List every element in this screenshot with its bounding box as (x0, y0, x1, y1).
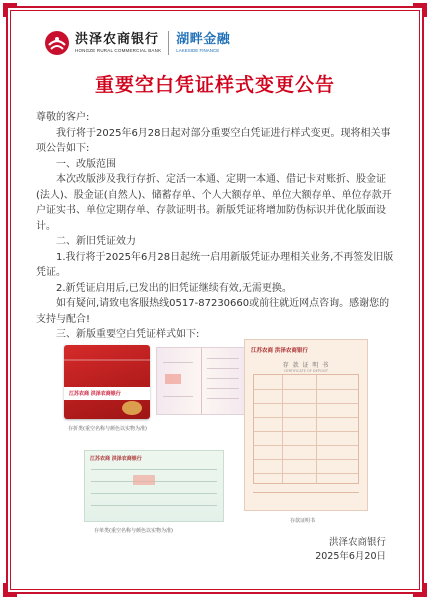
booklet-line (163, 362, 193, 363)
frame-corner (413, 3, 427, 17)
signature-org: 洪泽农商银行 (328, 537, 386, 548)
table-line (254, 473, 358, 474)
card-seal-icon (122, 401, 142, 415)
slip-line (91, 505, 217, 506)
table-line (316, 375, 317, 483)
card-band (64, 387, 150, 400)
certificate-footer (253, 492, 359, 500)
brand-block (176, 32, 230, 54)
frame-corner (3, 583, 17, 597)
section-heading: 一、改版范围 (56, 158, 116, 170)
certificate-subtitle: CERTIFICATE OF DEPOSIT (283, 369, 329, 373)
table-line (254, 445, 358, 446)
bank-name: 洪泽农商银行 (75, 32, 160, 47)
certificate-table (253, 374, 359, 484)
booklet-sample-image (156, 347, 246, 415)
intro-paragraph: 我行将于2025年6月28日起对部分重要空白凭证进行样式变更。现将相关事项公告如下: (36, 127, 391, 154)
contact-paragraph: 如有疑问,请致电客服热线0517-87230660或前往就近网点咨询。感谢您的支持与配合! (36, 298, 390, 325)
table-line (254, 417, 358, 418)
certificate-sample-image (244, 339, 368, 511)
booklet-line (207, 378, 239, 379)
notice-body (36, 110, 394, 343)
section-paragraph: 2.新凭证启用后,已发出的旧凭证继续有效,无需更换。 (56, 282, 292, 294)
section-heading: 二、新旧凭证效力 (56, 236, 136, 247)
booklet-fold (201, 348, 202, 414)
certificate-caption: 存款证明书 (290, 518, 316, 524)
section-paragraph: 本次改版涉及我行存折、定活一本通、定期一本通、借记卡对账折、股金证(法人)、股金证(自然人)、储蓄存单、个人大额存单、单位大额存单、单位存款开户证实书、单位定期存单、存款证明书。新版凭证将增加防伪标识并优化版面设计。 (36, 174, 392, 232)
slip-line (91, 493, 217, 494)
certificate-title: 存 款 证 明 书 (282, 362, 330, 369)
brand-name: 湖畔金融 (176, 32, 231, 47)
frame-corner (413, 583, 427, 597)
table-line (282, 375, 283, 483)
bank-name-en: HONGZE RURAL COMMERCIAL BANK (75, 48, 162, 53)
slip-line (91, 469, 217, 470)
bank-name-block (75, 32, 161, 54)
booklet-line (207, 358, 239, 359)
page-title: 重要空白凭证样式变更公告 (94, 74, 335, 96)
header-logos (44, 30, 230, 56)
sample-stamp (133, 475, 155, 485)
table-line (254, 431, 358, 432)
deposit-slip-caption: 存单类(重空名称与颜色以实物为准) (94, 528, 173, 534)
bank-logo-icon (44, 30, 70, 56)
signature-block (315, 536, 386, 564)
booklet-line (207, 398, 239, 399)
sample-stamp (165, 374, 181, 384)
booklet-line (207, 368, 239, 369)
voucher-samples (40, 335, 395, 545)
deposit-slip-sample-image (84, 450, 224, 522)
brand-name-en: LAKESIDE FINANCE (176, 48, 220, 53)
slip-bank: 江苏农商 洪泽农商银行 (90, 456, 142, 462)
logo-divider (168, 31, 169, 55)
certificate-bank: 江苏农商 洪泽农商银行 (251, 348, 308, 354)
table-line (254, 403, 358, 404)
booklet-line (207, 388, 239, 389)
frame-corner (3, 3, 17, 17)
section-paragraph: 1.我行将于2025年6月28日起统一启用新版凭证办理相关业务,不再签发旧版凭证。 (36, 251, 394, 278)
section-heading: 三、新版重要空白凭证样式如下: (56, 329, 200, 340)
passbook-caption: 存折类(重空名称与颜色以实物为准) (68, 426, 147, 432)
card-stripe (64, 359, 150, 361)
card-band-text: 江苏农商 洪泽农商银行 (69, 391, 121, 397)
booklet-line (163, 396, 193, 397)
table-line (254, 389, 358, 390)
greeting: 尊敬的客户: (36, 112, 90, 123)
passbook-sample-image (64, 345, 150, 419)
table-line (254, 459, 358, 460)
signature-date: 2025年6月20日 (315, 551, 386, 562)
